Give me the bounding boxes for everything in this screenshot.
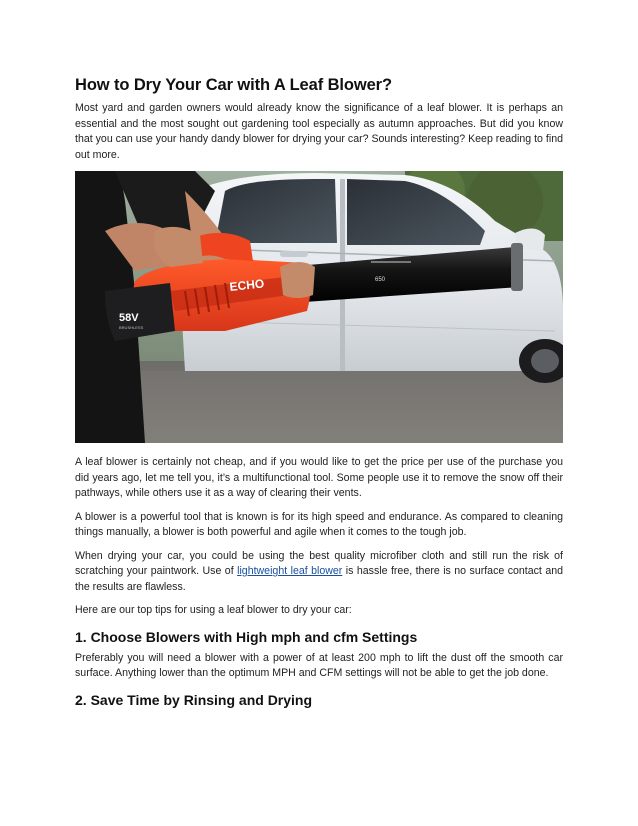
- section-heading-2: 2. Save Time by Rinsing and Drying: [75, 691, 313, 708]
- section-body-1: Preferably you will need a blower with a power of at least 200 mph to lift the dust off the smooth car surface. Anything lower than the optimum MPH and CFM settings will not be able to get the job done.: [75, 651, 563, 679]
- paragraph-text-after-link: is hassle free, there is no surface contact and the results are flawless.: [75, 565, 563, 593]
- paragraph-text-before-link: When drying your car, you could be using the best quality microfiber cloth and still run the risk of scratching your paintwork. Use of: [75, 549, 563, 577]
- article: [75, 76, 563, 714]
- leaf-blower-photo: [75, 171, 563, 443]
- battery-label: 58V: [119, 312, 139, 324]
- battery-sublabel: BRUSHLESS: [119, 325, 144, 330]
- paragraph-powerful-tool: A blower is a powerful tool that is known is for its high speed and endurance. As compared to cleaning things manually, a blower is both powerful and agile when it comes to the tough job.: [75, 510, 563, 538]
- article-title: How to Dry Your Car with A Leaf Blower?: [75, 76, 392, 94]
- paragraph-top-tips: Here are our top tips for using a leaf blower to dry your car:: [75, 604, 352, 616]
- brand-logo: ECHO: [228, 276, 265, 294]
- intro-paragraph: Most yard and garden owners would already know the significance of a leaf blower. It is perhaps an essential and the most sought out gardening tool especially as autumn approaches. But did you know that you can use your handy dandy blower for drying your car? Sounds interesting? Keep reading to find out more.: [75, 102, 563, 161]
- section-heading-1: 1. Choose Blowers with High mph and cfm Settings: [75, 628, 418, 645]
- tube-label: 650: [375, 277, 386, 283]
- paragraph-multifunctional: A leaf blower is certainly not cheap, and if you would like to get the price per use of the purchase you did years ago, let me tell you, it’s a multifunctional tool. Some people use it to remove the snow off their pathways, while others use it as a way of clearing their vents.: [75, 456, 563, 499]
- paragraph-drying-car: [75, 549, 563, 596]
- lightweight-leaf-blower-link[interactable]: lightweight leaf blower: [237, 565, 343, 577]
